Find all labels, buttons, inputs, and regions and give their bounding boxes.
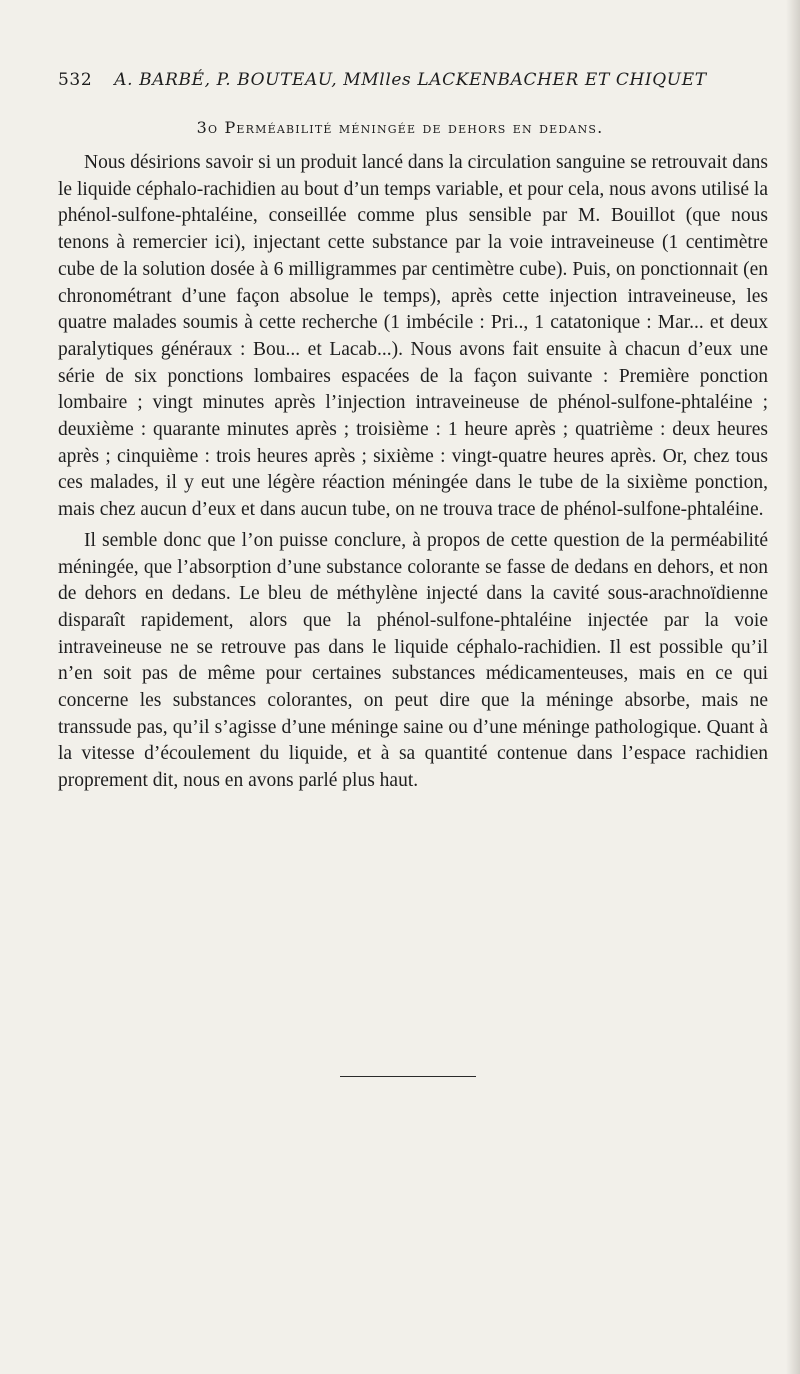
paragraph-1: Nous désirions savoir si un produit lancé dans la circulation sanguine se retrouvait dans le liquide céphalo-rachidien au bout d’un temps variable, et pour cela, nous avons utilisé la phénol-sulfone-phtaléine, conseillée comme plus sensible par M. Bouillot (que nous tenons à remercier ici), injectant cette substance par la voie intraveineuse (1 centimètre cube de la solution dosée à 6 milligrammes par centimètre cube). Puis, on ponctionnait (en chronométrant d’une façon absolue le temps), après cette injection intraveineuse, les quatre malades soumis à cette recherche (1 imbécile : Pri.., 1 catatonique : Mar... et deux paralytiques généraux : Bou... et Lacab...). Nous avons fait ensuite à chacun d’eux une série de six ponctions lombaires espacées de la façon suivante : Première ponction lombaire ; vingt minutes après l’injection intraveineuse de phénol-sulfone-phtaléine ; deuxième : quarante minutes après ; troisième : 1 heure après ; quatrième : deux heures après ; cinquième : trois heures après ; sixième : vingt-quatre heures après. Or, chez tous ces malades, il y eut une légère réaction méningée dans le tube de la sixième ponction, mais chez aucun d’eux et dans aucun tube, on ne trouva trace de phénol-sulfone-phtaléine.	[58, 152, 768, 521]
running-header	[58, 70, 748, 90]
header-authors: A. BARBÉ, P. BOUTEAU, MMlles LACKENBACHER ET CHIQUET	[114, 70, 707, 90]
section-divider-rule	[340, 1076, 476, 1077]
section-heading: 3o Perméabilité méningée de dehors en dedans.	[196, 118, 604, 137]
paragraph-2: Il semble donc que l’on puisse conclure, à propos de cette question de la perméabilité méningée, que l’absorption d’une substance colorante se fasse de dedans en dehors, et non de dehors en dedans. Le bleu de méthylène injecté dans la cavité sous-arachnoïdienne disparaît rapidement, alors que la phénol-sulfone-phtaléine injectée par la voie intraveineuse ne se retrouve pas dans le liquide céphalo-rachidien. Il est possible qu’il n’en soit pas de même pour certaines substances médicamenteuses, mais en ce qui concerne les substances colorantes, on peut dire que la méninge absorbe, mais ne transsude pas, qu’il s’agisse d’une méninge saine ou d’une méninge pathologique. Quant à la vitesse d’écoulement du liquide, et à sa quantité contenue dans l’espace rachidien proprement dit, nous en avons parlé plus haut.	[58, 529, 768, 792]
body-text	[58, 150, 768, 795]
page-number: 532	[58, 70, 93, 90]
page-edge-shadow	[786, 0, 800, 1374]
